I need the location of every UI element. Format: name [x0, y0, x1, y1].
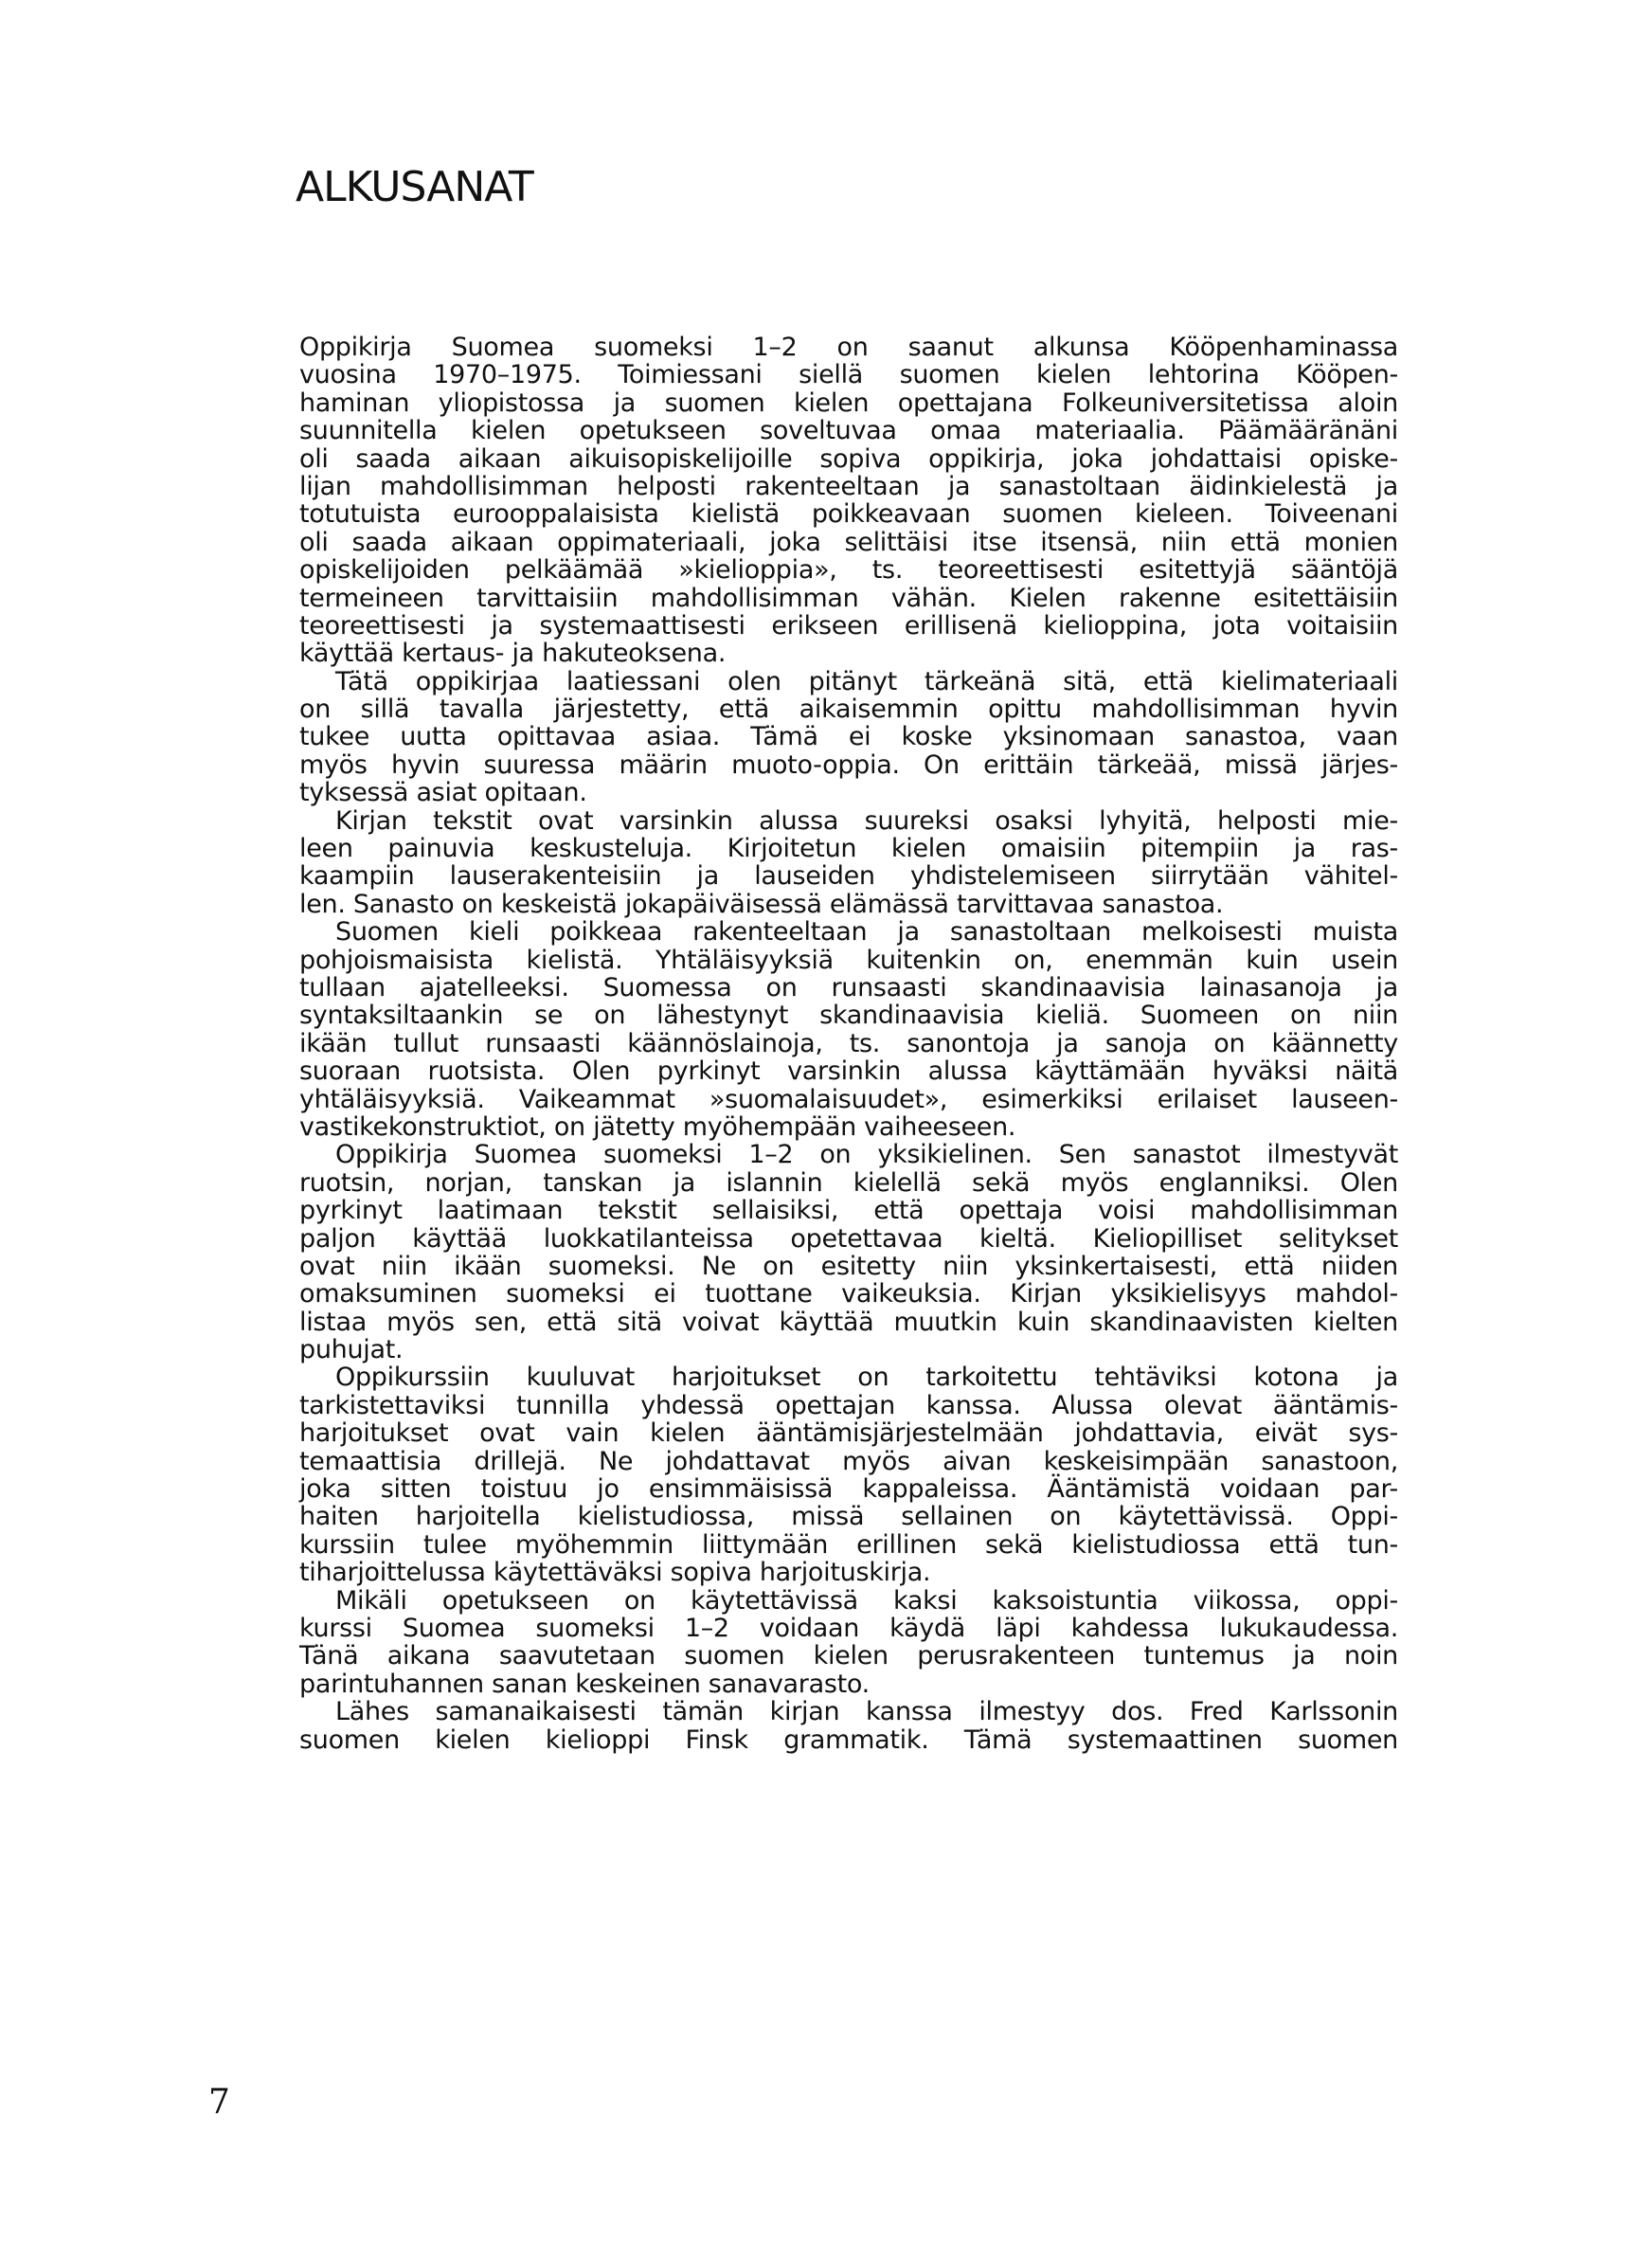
- text-line: kurssi Suomea suomeksi 1–2 voidaan käydä läpi kahdessa lukukaudessa.: [299, 1613, 1398, 1643]
- text-line: haminan yliopistossa ja suomen kielen opettajana Folkeuniversitetissa aloin: [299, 388, 1398, 418]
- text-line: Kirjan tekstit ovat varsinkin alussa suureksi osaksi lyhyitä, helposti mie-: [335, 805, 1398, 836]
- text-line: lijan mahdollisimman helposti rakenteeltaan ja sanastoltaan äidinkielestä ja: [299, 471, 1398, 501]
- text-line: totutuista eurooppalaisista kielistä poikkeavaan suomen kieleen. Toiveenani: [299, 499, 1398, 530]
- text-line: oli saada aikaan aikuisopiskelijoille sopiva oppikirja, joka johdattaisi opiske-: [299, 443, 1398, 474]
- text-line: leen painuvia keskusteluja. Kirjoitetun kielen omaisiin pitempiin ja ras-: [299, 834, 1398, 864]
- text-line: omaksuminen suomeksi ei tuottane vaikeuksia. Kirjan yksikielisyys mahdol-: [299, 1279, 1398, 1309]
- text-line: vastikekonstruktiot, on jätetty myöhempään vaiheeseen.: [299, 1111, 1016, 1142]
- text-line: suoraan ruotsista. Olen pyrkinyt varsinkin alussa käyttämään hyväksi näitä: [299, 1056, 1398, 1087]
- text-line: yhtäläisyyksiä. Vaikeammat »suomalaisuudet», esimerkiksi erilaiset lauseen-: [299, 1084, 1398, 1114]
- text-line: paljon käyttää luokkatilanteissa opetettavaa kieltä. Kieliopilliset selitykset: [299, 1223, 1398, 1254]
- text-line: kaampiin lauserakenteisiin ja lauseiden yhdistelemiseen siirrytään vähitel-: [299, 861, 1398, 892]
- text-line: tullaan ajatelleeksi. Suomessa on runsaasti skandinaavisia lainasanoja ja: [299, 972, 1398, 1002]
- text-line: on sillä tavalla järjestetty, että aikaisemmin opittu mahdollisimman hyvin: [299, 695, 1398, 725]
- text-line: haiten harjoitella kielistudiossa, missä sellainen on käytettävissä. Oppi-: [299, 1502, 1398, 1532]
- text-line: ikään tullut runsaasti käännöslainoja, ts. sanontoja ja sanoja on käännetty: [299, 1028, 1398, 1058]
- text-line: vuosina 1970–1975. Toimiessani siellä suomen kielen lehtorina Kööpen-: [299, 360, 1398, 390]
- text-line: Mikäli opetukseen on käytettävissä kaksi kaksoistuntia viikossa, oppi-: [335, 1585, 1398, 1616]
- text-line: pohjoismaisista kielistä. Yhtäläisyyksiä kuitenkin on, enemmän kuin usein: [299, 945, 1398, 975]
- text-line: oli saada aikaan oppimateriaali, joka selittäisi itse itsensä, niin että monien: [299, 527, 1398, 557]
- text-line: joka sitten toistuu jo ensimmäisissä kappaleissa. Ääntämistä voidaan par-: [299, 1474, 1398, 1505]
- text-line: termeineen tarvittaisiin mahdollisimman vähän. Kielen rakenne esitettäisiin: [299, 583, 1398, 613]
- text-line: käyttää kertaus- ja hakuteoksena.: [299, 639, 727, 669]
- text-line: Tänä aikana saavutetaan suomen kielen perusrakenteen tuntemus ja noin: [299, 1641, 1398, 1671]
- text-line: teoreettisesti ja systemaattisesti erikseen erillisenä kielioppina, jota voitaisiin: [299, 610, 1398, 641]
- text-line: temaattisia drillejä. Ne johdattavat myös aivan keskeisimpään sanastoon,: [299, 1446, 1398, 1476]
- text-line: ovat niin ikään suomeksi. Ne on esitetty niin yksinkertaisesti, että niiden: [299, 1251, 1398, 1281]
- page-heading: ALKUSANAT: [296, 163, 533, 211]
- text-line: Oppikurssiin kuuluvat harjoitukset on tarkoitettu tehtäviksi kotona ja: [335, 1363, 1398, 1393]
- page-number: 7: [208, 2083, 230, 2122]
- text-line: suomen kielen kielioppi Finsk grammatik. Tämä systemaattinen suomen: [299, 1724, 1398, 1755]
- text-line: myös hyvin suuressa määrin muoto-oppia. On erittäin tärkeää, missä järjes-: [299, 749, 1398, 780]
- text-line: listaa myös sen, että sitä voivat käyttää muutkin kuin skandinaavisten kielten: [299, 1307, 1398, 1337]
- text-line: tukee uutta opittavaa asiaa. Tämä ei koske yksinomaan sanastoa, vaan: [299, 722, 1398, 752]
- text-line: ruotsin, norjan, tanskan ja islannin kielellä sekä myös englanniksi. Olen: [299, 1167, 1398, 1198]
- text-line: Oppikirja Suomea suomeksi 1–2 on saanut alkunsa Kööpenhaminassa: [299, 333, 1398, 362]
- text-line: pyrkinyt laatimaan tekstit sellaisiksi, että opettaja voisi mahdollisimman: [299, 1196, 1398, 1226]
- text-line: syntaksiltaankin se on lähestynyt skandinaavisia kieliä. Suomeen on niin: [299, 1001, 1398, 1031]
- text-line: opiskelijoiden pelkäämää »kielioppia», ts. teoreettisesti esitettyjä sääntöjä: [299, 555, 1398, 586]
- text-line: puhujat.: [299, 1335, 404, 1365]
- text-line: tyksessä asiat opitaan.: [299, 778, 587, 808]
- text-line: suunnitella kielen opetukseen soveltuvaa omaa materiaalia. Päämääränäni: [299, 416, 1398, 446]
- text-line: Oppikirja Suomea suomeksi 1–2 on yksikielinen. Sen sanastot ilmestyvät: [335, 1140, 1398, 1170]
- text-line: Tätä oppikirjaa laatiessani olen pitänyt tärkeänä sitä, että kielimateriaali: [335, 666, 1398, 696]
- text-line: Lähes samanaikaisesti tämän kirjan kanssa ilmestyy dos. Fred Karlssonin: [335, 1697, 1398, 1727]
- text-line: Suomen kieli poikkeaa rakenteeltaan ja sanastoltaan melkoisesti muista: [335, 917, 1398, 948]
- text-line: len. Sanasto on keskeistä jokapäiväisessä elämässä tarvittavaa sanastoa.: [299, 889, 1224, 919]
- preface-body: [299, 334, 1398, 1754]
- text-line: harjoitukset ovat vain kielen ääntämisjärjestelmään johdattavia, eivät sys-: [299, 1418, 1398, 1449]
- text-line: kurssiin tulee myöhemmin liittymään erillinen sekä kielistudiossa että tun-: [299, 1529, 1398, 1560]
- text-line: parintuhannen sanan keskeinen sanavarasto.: [299, 1669, 870, 1699]
- text-line: tiharjoittelussa käytettäväksi sopiva harjoituskirja.: [299, 1558, 931, 1588]
- text-line: tarkistettaviksi tunnilla yhdessä opettajan kanssa. Alussa olevat ääntämis-: [299, 1390, 1398, 1420]
